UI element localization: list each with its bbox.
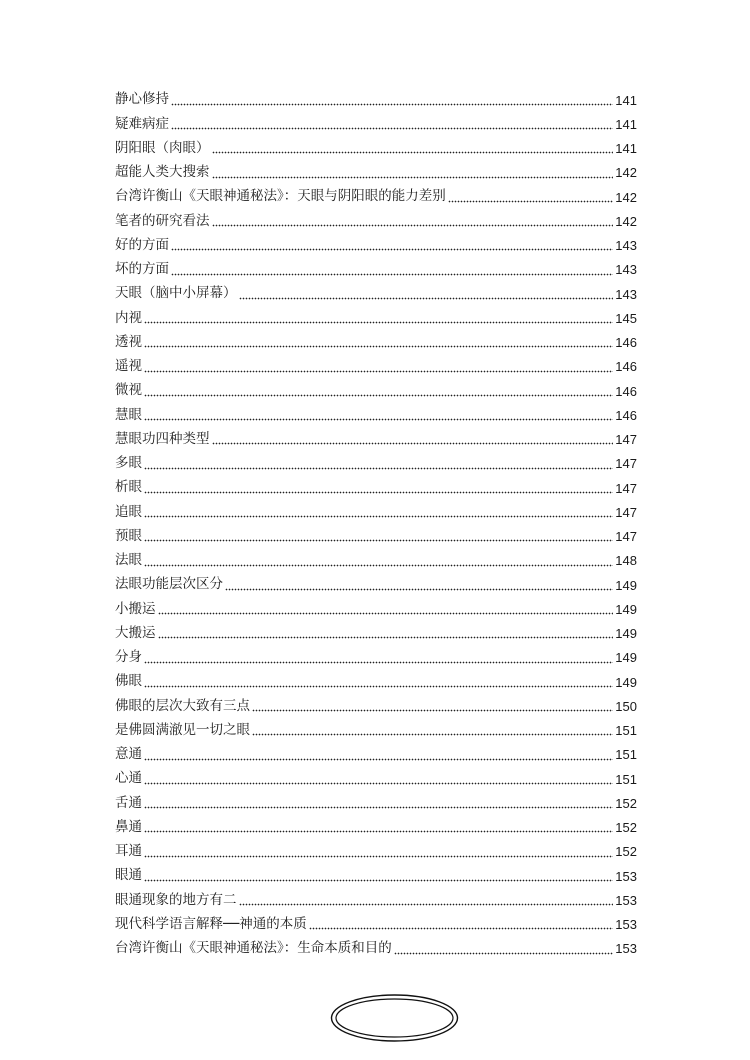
toc-entry-title: 眼通现象的地方有二 <box>115 891 237 908</box>
toc-entry[interactable] <box>115 646 637 670</box>
toc-entry-page-number: 142 <box>615 189 637 205</box>
toc-entry[interactable] <box>115 209 637 233</box>
toc-entry-page-number: 151 <box>615 747 637 763</box>
dot-leader <box>144 806 613 810</box>
toc-entry-title: 静心修持 <box>115 91 169 108</box>
toc-entry[interactable] <box>115 549 637 573</box>
toc-entry[interactable] <box>115 743 637 767</box>
toc-entry-page-number: 149 <box>615 650 637 666</box>
toc-entry[interactable] <box>115 694 637 718</box>
dot-leader <box>144 515 613 519</box>
dot-leader <box>212 175 614 179</box>
dot-leader <box>144 781 613 785</box>
dot-leader <box>144 321 613 325</box>
toc-entry-title: 内视 <box>115 309 142 326</box>
toc-entry-title: 台湾许衡山《天眼神通秘法》：天眼与阴阳眼的能力差别 <box>115 188 446 205</box>
dot-leader <box>239 296 614 300</box>
dot-leader <box>144 418 613 422</box>
dot-leader <box>171 272 613 276</box>
toc-entry-title: 阴阳眼（肉眼） <box>115 139 210 156</box>
toc-entry-page-number: 152 <box>615 844 637 860</box>
toc-entry-page-number: 146 <box>615 383 637 399</box>
toc-entry[interactable] <box>115 379 637 403</box>
toc-entry-title: 遥视 <box>115 358 142 375</box>
toc-entry-page-number: 152 <box>615 820 637 836</box>
toc-entry-title: 透视 <box>115 333 142 350</box>
dot-leader <box>144 660 613 664</box>
dot-leader <box>144 878 613 882</box>
dot-leader <box>171 127 613 131</box>
toc-entry[interactable] <box>115 355 637 379</box>
toc-entry[interactable] <box>115 840 637 864</box>
toc-entry-page-number: 147 <box>615 456 637 472</box>
toc-entry-title: 耳通 <box>115 843 142 860</box>
toc-entry[interactable] <box>115 525 637 549</box>
toc-entry-title: 意通 <box>115 746 142 763</box>
toc-entry-page-number: 153 <box>615 917 637 933</box>
toc-entry-title: 佛眼的层次大致有三点 <box>115 697 250 714</box>
toc-entry[interactable] <box>115 816 637 840</box>
toc-entry[interactable] <box>115 597 637 621</box>
dot-leader <box>448 199 613 203</box>
dot-leader <box>309 927 613 931</box>
dot-leader <box>144 490 613 494</box>
toc-entry[interactable] <box>115 306 637 330</box>
toc-entry-title: 鼻通 <box>115 818 142 835</box>
toc-entry-title: 笔者的研究看法 <box>115 212 210 229</box>
dot-leader <box>144 539 613 543</box>
toc-entry-title: 多眼 <box>115 455 142 472</box>
toc-entry-title: 析眼 <box>115 479 142 496</box>
dot-leader <box>212 442 614 446</box>
dot-leader <box>144 830 613 834</box>
dot-leader <box>144 757 613 761</box>
toc-entry-page-number: 149 <box>615 626 637 642</box>
dot-leader <box>144 684 613 688</box>
toc-entry-page-number: 143 <box>615 238 637 254</box>
toc-entry-page-number: 153 <box>615 868 637 884</box>
toc-entry-title: 心通 <box>115 770 142 787</box>
toc-entry-title: 大搬运 <box>115 624 156 641</box>
toc-entry[interactable] <box>115 670 637 694</box>
toc-entry[interactable] <box>115 719 637 743</box>
dot-leader <box>252 709 613 713</box>
dot-leader <box>239 903 614 907</box>
toc-entry-title: 是佛圆满澈见一切之眼 <box>115 721 250 738</box>
toc-entry[interactable] <box>115 864 637 888</box>
toc-entry-title: 疑难病症 <box>115 115 169 132</box>
toc-entry-title: 舌通 <box>115 794 142 811</box>
dot-leader <box>158 636 614 640</box>
dot-leader <box>144 393 613 397</box>
toc-entry[interactable] <box>115 500 637 524</box>
toc-entry-page-number: 147 <box>615 432 637 448</box>
toc-entry[interactable] <box>115 888 637 912</box>
toc-entry-title: 慧眼功四种类型 <box>115 430 210 447</box>
dot-leader <box>171 102 613 106</box>
toc-entry[interactable] <box>115 258 637 282</box>
toc-entry-page-number: 141 <box>615 141 637 157</box>
toc-entry[interactable] <box>115 937 637 961</box>
toc-entry-title: 坏的方面 <box>115 261 169 278</box>
dot-leader <box>144 466 613 470</box>
toc-entry-title: 追眼 <box>115 503 142 520</box>
dot-leader <box>212 151 614 155</box>
toc-entry[interactable] <box>115 185 637 209</box>
toc-entry-page-number: 142 <box>615 165 637 181</box>
toc-entry[interactable] <box>115 913 637 937</box>
toc-entry[interactable] <box>115 452 637 476</box>
toc-entry[interactable] <box>115 282 637 306</box>
toc-entry[interactable] <box>115 476 637 500</box>
toc-entry-page-number: 149 <box>615 601 637 617</box>
toc-entry[interactable] <box>115 573 637 597</box>
toc-entry-title: 分身 <box>115 649 142 666</box>
dot-leader <box>252 733 613 737</box>
dot-leader <box>144 369 613 373</box>
toc-entry-page-number: 151 <box>615 771 637 787</box>
toc-entry-page-number: 149 <box>615 577 637 593</box>
toc-entry-title: 台湾许衡山《天眼神通秘法》：生命本质和目的 <box>115 940 392 957</box>
toc-entry-page-number: 146 <box>615 335 637 351</box>
toc-entry-page-number: 151 <box>615 723 637 739</box>
toc-entry-page-number: 153 <box>615 941 637 957</box>
toc-entry-page-number: 152 <box>615 795 637 811</box>
toc-entry-page-number: 145 <box>615 310 637 326</box>
toc-entry-page-number: 141 <box>615 92 637 108</box>
toc-entry[interactable] <box>115 331 637 355</box>
toc-entry-page-number: 153 <box>615 892 637 908</box>
toc-entry[interactable] <box>115 88 637 112</box>
toc-entry-title: 法眼 <box>115 552 142 569</box>
toc-entry-page-number: 143 <box>615 286 637 302</box>
dot-leader <box>144 345 613 349</box>
toc-entry[interactable] <box>115 428 637 452</box>
toc-entry[interactable] <box>115 622 637 646</box>
toc-entry-title: 佛眼 <box>115 673 142 690</box>
toc-entry-page-number: 146 <box>615 407 637 423</box>
toc-entry[interactable] <box>115 161 637 185</box>
toc-entry-page-number: 149 <box>615 674 637 690</box>
toc-entry-page-number: 142 <box>615 213 637 229</box>
dot-leader <box>225 587 613 591</box>
toc-entry[interactable] <box>115 112 637 136</box>
toc-entry-title: 现代科学语言解释──神通的本质 <box>115 915 307 932</box>
toc-entry-title: 好的方面 <box>115 236 169 253</box>
toc-entry-title: 微视 <box>115 382 142 399</box>
toc-entry[interactable] <box>115 791 637 815</box>
dot-leader <box>171 248 613 252</box>
toc-entry-title: 超能人类大搜索 <box>115 164 210 181</box>
dot-leader <box>144 854 613 858</box>
dot-leader <box>394 951 613 955</box>
toc-entry[interactable] <box>115 403 637 427</box>
toc-entry-title: 法眼功能层次区分 <box>115 576 223 593</box>
toc-entry-page-number: 146 <box>615 359 637 375</box>
double-oval-page-number-frame-icon <box>329 992 460 1044</box>
toc-entry-title: 天眼（脑中小屏幕） <box>115 285 237 302</box>
table-of-contents <box>115 88 637 961</box>
toc-entry-page-number: 141 <box>615 116 637 132</box>
toc-entry-page-number: 147 <box>615 504 637 520</box>
toc-entry-title: 眼通 <box>115 867 142 884</box>
toc-entry-title: 预眼 <box>115 527 142 544</box>
toc-entry-page-number: 143 <box>615 262 637 278</box>
toc-entry-title: 慧眼 <box>115 406 142 423</box>
toc-entry-page-number: 147 <box>615 529 637 545</box>
toc-entry-page-number: 148 <box>615 553 637 569</box>
dot-leader <box>158 612 614 616</box>
toc-entry-page-number: 147 <box>615 480 637 496</box>
toc-entry[interactable] <box>115 234 637 258</box>
toc-entry-title: 小搬运 <box>115 600 156 617</box>
toc-entry-page-number: 150 <box>615 698 637 714</box>
dot-leader <box>212 224 614 228</box>
toc-entry[interactable] <box>115 137 637 161</box>
dot-leader <box>144 563 613 567</box>
toc-entry[interactable] <box>115 767 637 791</box>
